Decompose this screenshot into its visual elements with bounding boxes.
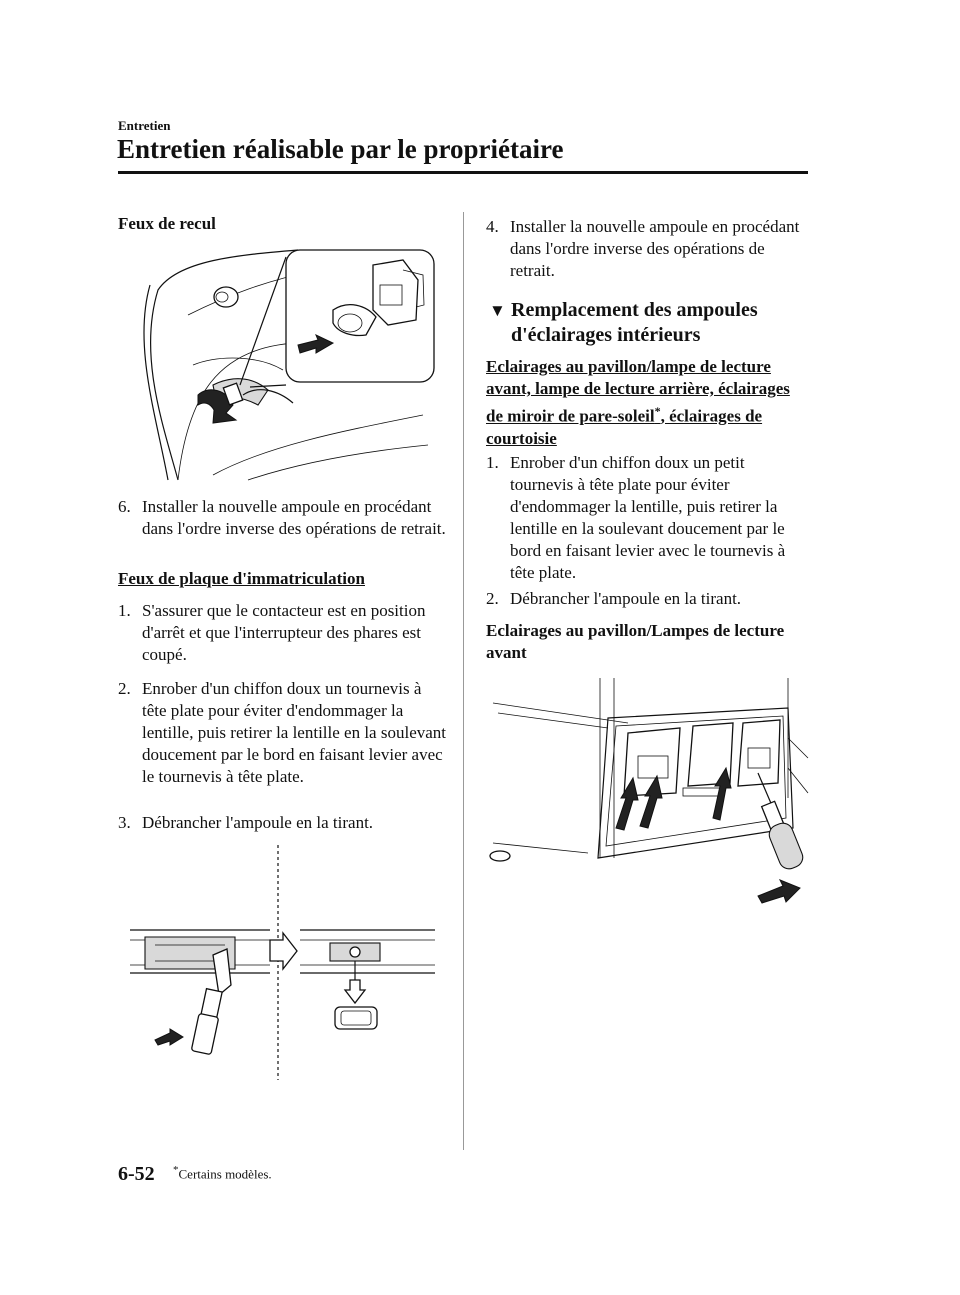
step-1-interior (486, 452, 808, 584)
footnote-text: Certains modèles. (178, 1166, 272, 1182)
page-title: Entretien réalisable par le propriétaire (117, 134, 564, 164)
section-kicker: Entretien (118, 118, 171, 133)
step-text: Enrober d'un chiffon doux un petit tournevis à tête plate pour éviter d'endommager la lentille, puis retirer la lentille en la soulevant doucement par le bord en faisant levier avec le tournevis à tête plate. (510, 453, 786, 582)
step-2-interior (486, 588, 808, 610)
star-mark: * (654, 404, 661, 418)
heading-reverse-lights: Feux de recul (118, 214, 216, 233)
section-title-text: Remplacement des ampoules d'éclairages intérieurs (511, 299, 758, 346)
footnote-star: * (173, 1164, 179, 1176)
step-number: 6. (118, 497, 131, 516)
heading-overhead-lights: Eclairages au pavillon/Lampes de lecture avant (486, 621, 785, 662)
step-4-reverse (486, 216, 806, 282)
subhead-text: Eclairages au pavillon/lampe de lecture avant, lampe de lecture arrière, éclairages de miroir de pare-soleil (486, 357, 790, 426)
step-text: Installer la nouvelle ampoule en procédant dans l'ordre inverse des opérations de retrait. (142, 497, 446, 538)
subhead-text-2: , éclairages de courtoisie (486, 406, 763, 448)
step-text: Installer la nouvelle ampoule en procédant dans l'ordre inverse des opérations de retrait. (510, 217, 800, 280)
step-number: 1. (486, 453, 499, 472)
step-2-plate (118, 678, 448, 788)
triangle-marker-icon: ▼ (489, 301, 506, 320)
license-plate-light-illustration (125, 845, 440, 1080)
step-6-reverse (118, 496, 448, 540)
column-divider (463, 212, 464, 1150)
step-number: 2. (486, 589, 499, 608)
step-text: S'assurer que le contacteur est en position d'arrêt et que l'interrupteur des phares est coupé. (142, 601, 426, 664)
step-number: 3. (118, 813, 131, 832)
subhead-license-plate: Feux de plaque d'immatriculation (118, 569, 365, 588)
section-title-interior (489, 298, 809, 348)
overhead-light-illustration (488, 678, 808, 908)
subhead-interior-lights (486, 356, 808, 450)
step-number: 4. (486, 217, 499, 236)
step-text: Débrancher l'ampoule en la tirant. (142, 813, 374, 832)
step-1-plate (118, 600, 448, 666)
step-text: Débrancher l'ampoule en la tirant. (510, 589, 742, 608)
step-number: 1. (118, 601, 131, 620)
step-text: Enrober d'un chiffon doux un tournevis à tête plate pour éviter d'endommager la lentille, puis retirer la lentille en la soulevant doucement par le bord en faisant levier avec le tournevis à tête plate. (142, 679, 447, 786)
step-3-plate (118, 812, 448, 834)
step-number: 2. (118, 679, 131, 698)
footnote (173, 1164, 272, 1182)
reverse-light-illustration (118, 245, 438, 485)
page-number: 6-52 (118, 1163, 155, 1185)
title-rule (118, 171, 808, 174)
